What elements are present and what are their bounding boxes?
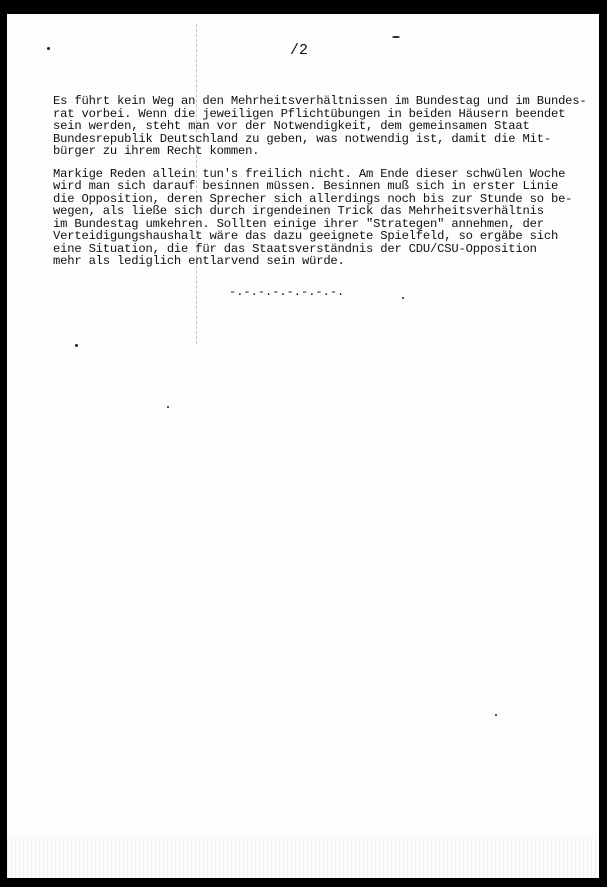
text-line: Verteidigungshaushalt wäre das dazu geeignete Spielfeld, so ergäbe sich xyxy=(53,229,559,243)
text-line: Bundesrepublik Deutschland zu geben, was notwendig ist, damit die Mit- xyxy=(53,131,551,146)
text-line: sein werden, steht man vor der Notwendigkeit, dem gemeinsamen Staat xyxy=(53,119,530,133)
scan-speck xyxy=(402,297,404,299)
scan-speck xyxy=(47,47,50,50)
text-line: Markige Reden allein tun's freilich nicht. Am Ende dieser schwülen Woche xyxy=(53,166,566,181)
text-line: mehr als lediglich entlarvend sein würde. xyxy=(53,254,345,268)
text-line: rat vorbei. Wenn die jeweiligen Pflichtübungen in beiden Häusern beendet xyxy=(53,106,566,121)
scan-edge-noise xyxy=(7,838,599,878)
document-page xyxy=(7,14,599,878)
text-line: die Opposition, deren Sprecher sich allerdings noch bis zur Stunde so be- xyxy=(53,191,573,206)
text-line: bürger zu ihrem Recht kommen. xyxy=(53,144,260,158)
scan-speck xyxy=(167,406,169,408)
paragraph-2 xyxy=(53,168,583,268)
text-line: eine Situation, die für das Staatsverständnis der CDU/CSU-Opposition xyxy=(53,241,537,256)
scan-speck xyxy=(495,714,497,716)
body-text xyxy=(53,94,587,278)
text-line: im Bundestag umkehren. Sollten einige ihrer "Strategen" annehmen, der xyxy=(53,216,544,231)
page-number: /2 xyxy=(290,42,309,59)
paragraph-1 xyxy=(53,94,587,158)
text-line: wegen, als ließe sich durch irgendeinen Trick das Mehrheitsverhältnis xyxy=(53,204,544,218)
scan-speck xyxy=(392,36,400,38)
text-line: wird man sich darauf besinnen müssen. Besinnen muß sich in erster Linie xyxy=(53,179,559,193)
text-line: Es führt kein Weg an den Mehrheitsverhältnissen im Bundestag und im Bundes- xyxy=(53,94,587,108)
scan-speck xyxy=(75,344,78,347)
end-separator: -.-.-.-.-.-.-.-. xyxy=(229,285,345,299)
